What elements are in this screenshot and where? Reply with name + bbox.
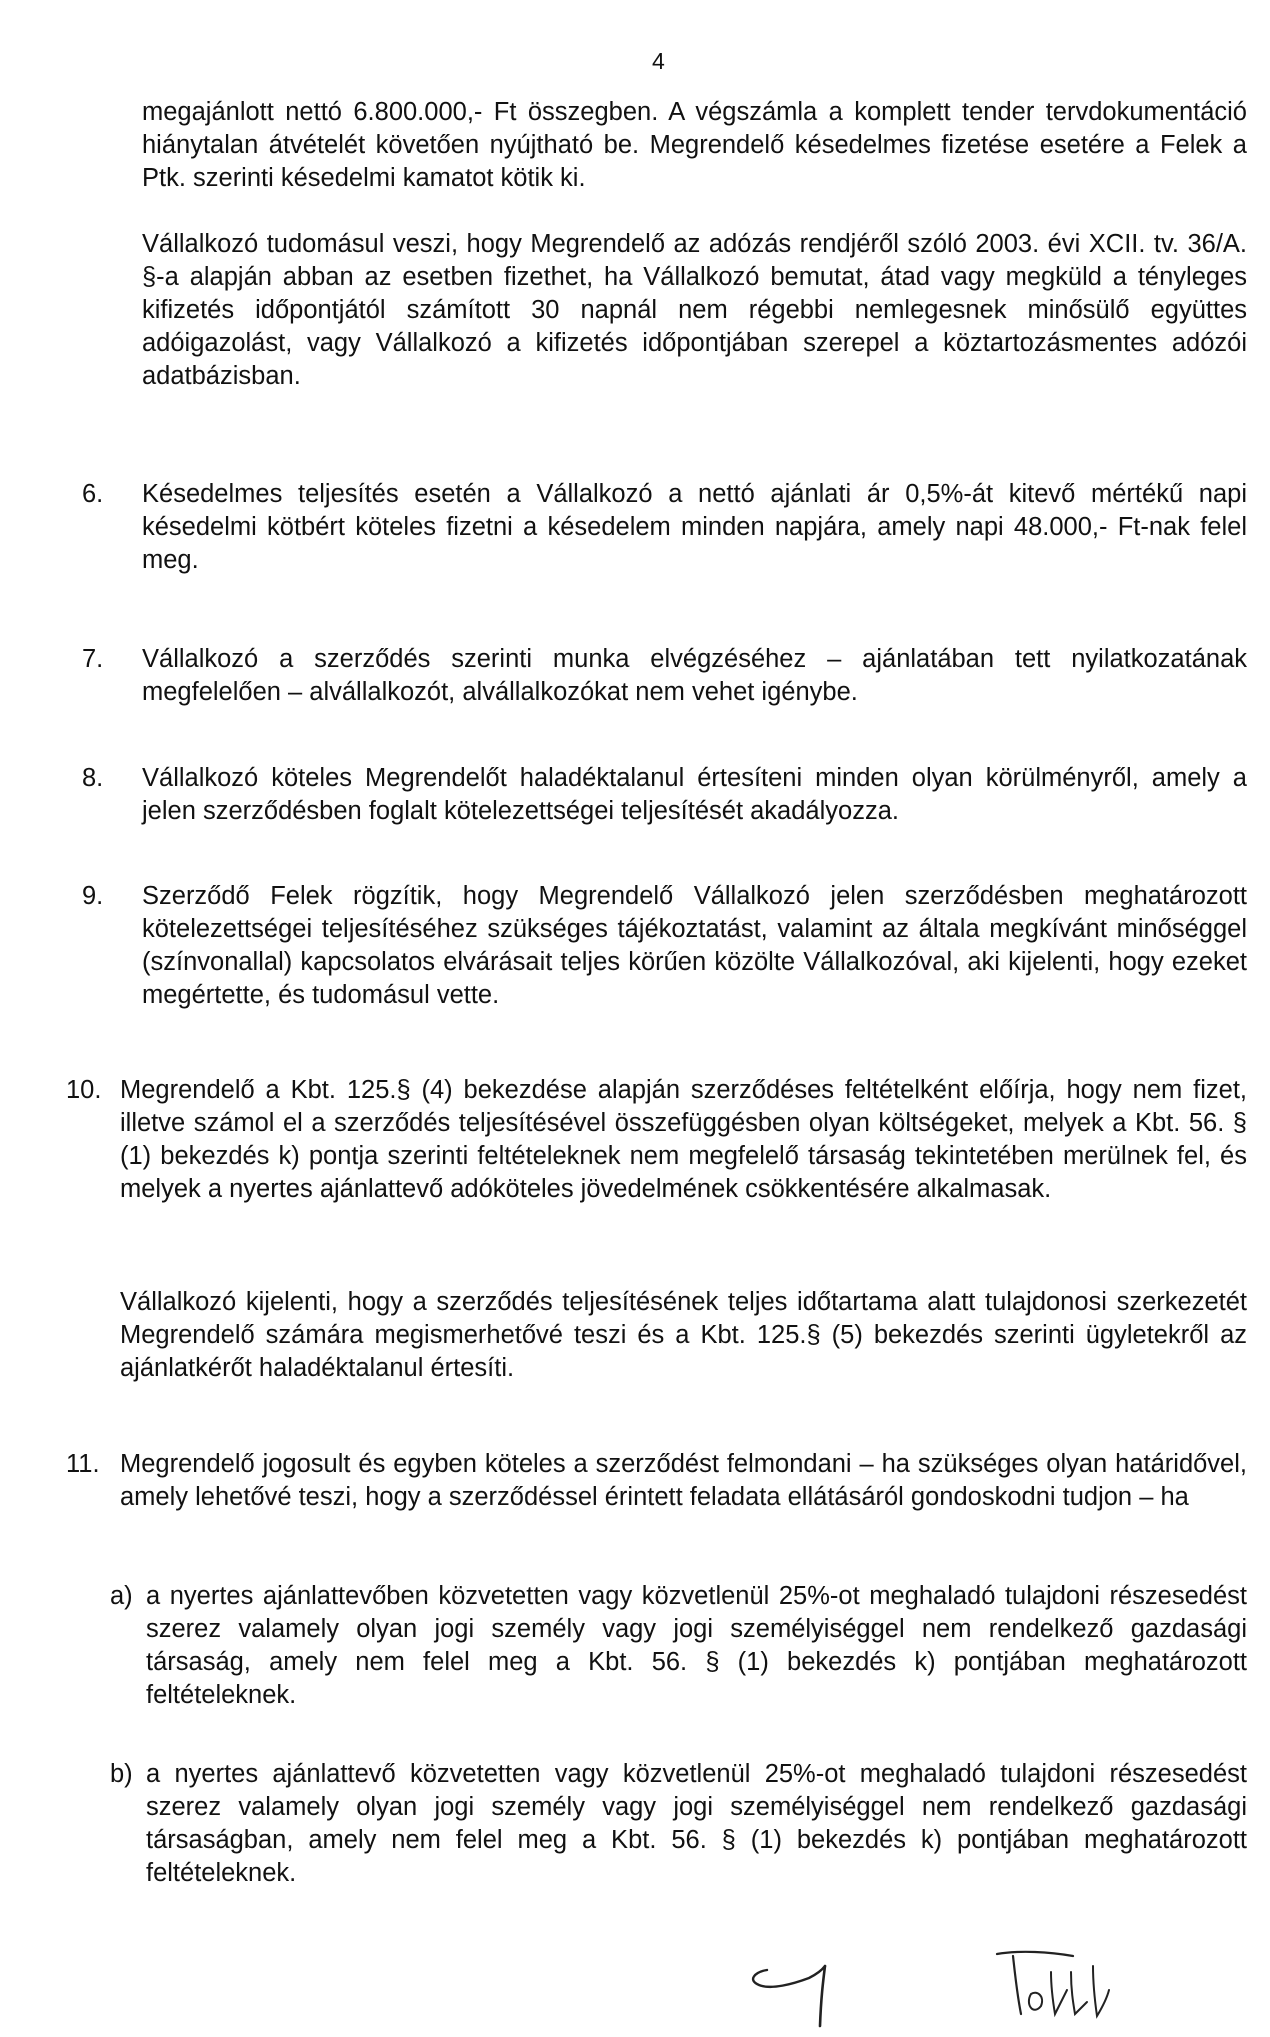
clause-number: 6. xyxy=(82,480,104,508)
clause-text: Megrendelő jogosult és egyben köteles a szerződést felmondani – ha szükséges olyan határidővel, amely lehetővé teszi, hogy a szerződéssel érintett feladata ellátásáról gondoskodni tudjon – ha xyxy=(120,1450,1247,1511)
clause-number: 7. xyxy=(82,645,104,673)
clause-number: 8. xyxy=(82,764,104,792)
clause-text: Késedelmes teljesítés esetén a Vállalkozó a nettó ajánlati ár 0,5%-át kitevő mértékű napi késedelmi kötbért köteles fizetni a késedelem minden napjára, amely napi 48.000,- Ft-nak felel meg. xyxy=(142,480,1247,574)
clause-text: Szerződő Felek rögzítik, hogy Megrendelő Vállalkozó jelen szerződésben meghatározott kötelezettségei teljesítéséhez szükséges tájékoztatást, valamint az általa megkívánt minőséggel (színvonallal) kapcsolatos elvárásait teljes körűen közölte Vállalkozóval, aki kijelenti, hogy ezeket megértette, és tudomásul vette. xyxy=(142,882,1247,1009)
subclause-text: a nyertes ajánlattevő közvetetten vagy közvetlenül 25%-ot meghaladó tulajdoni részesedést szerez valamely olyan jogi személy vagy jogi személyiséggel nem rendelkező gazdasági társaságban, amely nem felel meg a Kbt. 56. § (1) bekezdés k) pontjában meghatározott feltételeknek. xyxy=(146,1760,1247,1887)
subclause-label: a) xyxy=(110,1582,133,1610)
clause-text: Megrendelő a Kbt. 125.§ (4) bekezdése alapján szerződéses feltételként előírja, hogy nem fizet, illetve számol el a szerződés teljesítésével összefüggésben olyan költségeket, melyek a Kbt. 56. § (1) bekezdés k) pontja szerinti feltételeknek nem megfelelő társaság tekintetében merülnek fel, és melyek a nyertes ajánlattevő adóköteles jövedelmének csökkentésére alkalmasak. xyxy=(120,1076,1247,1203)
clause-number: 11. xyxy=(66,1450,100,1478)
page-number: 4 xyxy=(652,48,665,74)
clause-10-ownership-paragraph: Vállalkozó kijelenti, hogy a szerződés teljesítésének teljes időtartama alatt tulajdonosi szerkezetét Megrendelő számára megismerhetővé teszi és a Kbt. 125.§ (5) bekezdés szerinti ügyletekről az ajánlatkérőt haladéktalanul értesíti. xyxy=(120,1288,1247,1382)
subclause-text: a nyertes ajánlattevőben közvetetten vagy közvetlenül 25%-ot meghaladó tulajdoni részesedést szerez valamely olyan jogi személy vagy jogi személyiséggel nem rendelkező gazdasági társaság, amely nem felel meg a Kbt. 56. § (1) bekezdés k) pontjában meghatározott feltételeknek. xyxy=(146,1582,1247,1709)
clause-text: Vállalkozó a szerződés szerinti munka elvégzéséhez – ajánlatában tett nyilatkozatának megfelelően – alvállalkozót, alvállalkozókat nem vehet igénybe. xyxy=(142,645,1247,706)
clause-text: Vállalkozó köteles Megrendelőt haladéktalanul értesíteni minden olyan körülményről, amely a jelen szerződésben foglalt kötelezettségei teljesítését akadályozza. xyxy=(142,764,1247,825)
clause-number: 9. xyxy=(82,882,104,910)
intro-paragraph-tax-certificate: Vállalkozó tudomásul veszi, hogy Megrendelő az adózás rendjéről szóló 2003. évi XCII. tv. 36/A. §-a alapján abban az esetben fizethet, ha Vállalkozó bemutat, átad vagy megküld a tényleges kifizetés időpontjától számított 30 napnál nem régebbi nemlegesnek minősülő együttes adóigazolást, vagy Vállalkozó a kifizetés időpontjában szerepel a köztartozásmentes adózói adatbázisban. xyxy=(142,230,1247,390)
signature-right xyxy=(975,1932,1155,2027)
subclause-label: b) xyxy=(110,1760,133,1788)
intro-paragraph-payment: megajánlott nettó 6.800.000,- Ft összegben. A végszámla a komplett tender tervdokumentáció hiánytalan átvételét követően nyújtható be. Megrendelő késedelmes fizetése esetére a Felek a Ptk. szerinti késedelmi kamatot kötik ki. xyxy=(142,98,1247,192)
signature-left xyxy=(725,1940,895,2030)
clause-number: 10. xyxy=(66,1076,102,1104)
